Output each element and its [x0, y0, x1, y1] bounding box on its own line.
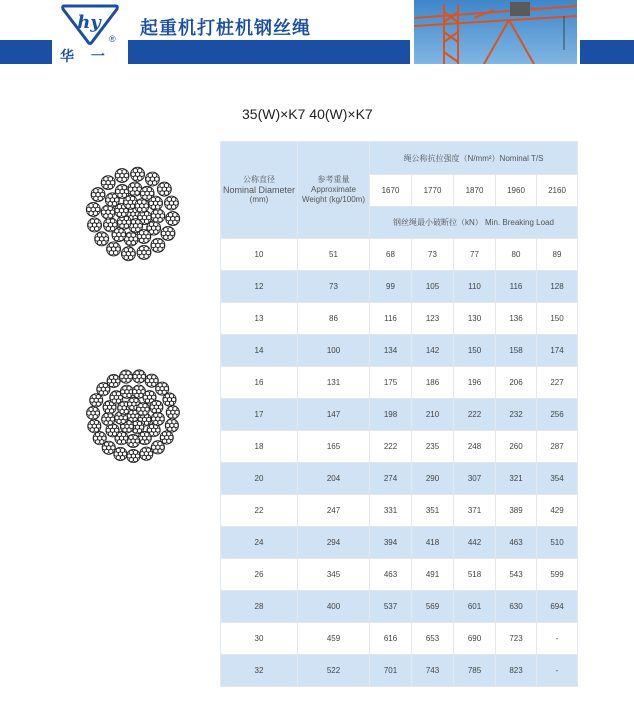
- rope-strand: [133, 370, 146, 383]
- table-row: [221, 527, 578, 559]
- page-title: 起重机打桩机钢丝绳: [140, 18, 311, 39]
- cell-breaking-load: 158: [496, 335, 537, 367]
- cell-breaking-load: 394: [370, 527, 412, 559]
- cell-breaking-load: 331: [370, 495, 412, 527]
- rope-strand: [164, 196, 178, 210]
- rope-strand: [91, 188, 105, 202]
- rope-strand: [151, 209, 165, 223]
- table-row: [221, 591, 578, 623]
- cell-breaking-load: 222: [454, 399, 496, 431]
- rope-strand: [114, 447, 127, 460]
- cell-diameter: 22: [221, 495, 298, 527]
- cell-weight: 100: [298, 335, 370, 367]
- cell-breaking-load: 136: [496, 303, 537, 335]
- rope-strand: [127, 449, 140, 462]
- rope-strand: [95, 232, 109, 246]
- rope-strand: [166, 212, 180, 226]
- cell-diameter: 32: [221, 655, 298, 687]
- cell-breaking-load: 616: [370, 623, 412, 655]
- grade-1960: 1960: [496, 175, 537, 207]
- rope-strand: [115, 184, 129, 198]
- cell-breaking-load: 186: [412, 367, 454, 399]
- cell-breaking-load: 701: [370, 655, 412, 687]
- cell-breaking-load: 210: [412, 399, 454, 431]
- cell-weight: 131: [298, 367, 370, 399]
- cell-weight: 73: [298, 271, 370, 303]
- cell-weight: 345: [298, 559, 370, 591]
- rope-strand: [140, 447, 153, 460]
- cell-breaking-load: 690: [454, 623, 496, 655]
- cell-diameter: 13: [221, 303, 298, 335]
- cell-breaking-load: 463: [496, 527, 537, 559]
- cell-breaking-load: 196: [454, 367, 496, 399]
- rope-strand: [115, 169, 129, 183]
- cell-breaking-load: 198: [370, 399, 412, 431]
- cell-breaking-load: 142: [412, 335, 454, 367]
- table-row: [221, 463, 578, 495]
- product-subtitle: 35(W)×K7 40(W)×K7: [242, 106, 373, 122]
- rope-strand: [101, 176, 115, 190]
- grade-2160: 2160: [537, 175, 578, 207]
- cell-diameter: 16: [221, 367, 298, 399]
- rope-cross-section-40w-k7: [79, 362, 187, 470]
- cell-breaking-load: 80: [496, 239, 537, 271]
- cell-breaking-load: 123: [412, 303, 454, 335]
- logo-text: 华 一: [60, 49, 111, 65]
- cell-breaking-load: 491: [412, 559, 454, 591]
- grade-1770: 1770: [412, 175, 454, 207]
- header-band-left: [0, 40, 52, 64]
- cell-breaking-load: 569: [412, 591, 454, 623]
- cell-breaking-load: 232: [496, 399, 537, 431]
- cell-breaking-load: 287: [537, 431, 578, 463]
- table-row: [221, 335, 578, 367]
- cell-breaking-load: 235: [412, 431, 454, 463]
- rope-strand: [138, 431, 151, 444]
- cell-breaking-load: 389: [496, 495, 537, 527]
- cell-breaking-load: 601: [454, 591, 496, 623]
- table-row: [221, 623, 578, 655]
- cell-weight: 247: [298, 495, 370, 527]
- grade-1870: 1870: [454, 175, 496, 207]
- cell-breaking-load: 630: [496, 591, 537, 623]
- cell-breaking-load: 174: [537, 335, 578, 367]
- header-band-right: [580, 40, 634, 64]
- header-diameter: 公称直径 Nominal Diameter (mm): [221, 142, 298, 239]
- cell-breaking-load: 518: [454, 559, 496, 591]
- cell-breaking-load: 128: [537, 271, 578, 303]
- cell-diameter: 24: [221, 527, 298, 559]
- grade-1670: 1670: [370, 175, 412, 207]
- table-row: [221, 655, 578, 687]
- cell-breaking-load: 823: [496, 655, 537, 687]
- rope-strand: [135, 199, 149, 213]
- cell-breaking-load: 785: [454, 655, 496, 687]
- cell-diameter: 30: [221, 623, 298, 655]
- rope-strand: [93, 432, 106, 445]
- cell-breaking-load: 134: [370, 335, 412, 367]
- header-tensile-strength: 绳公称抗拉强度（N/mm²）Nominal T/S: [370, 142, 578, 175]
- rope-strand: [160, 431, 173, 444]
- cell-weight: 147: [298, 399, 370, 431]
- logo-letters: hy: [77, 12, 101, 33]
- rope-strand: [107, 242, 121, 256]
- rope-strand: [127, 434, 140, 447]
- cell-breaking-load: 99: [370, 271, 412, 303]
- cell-diameter: 18: [221, 431, 298, 463]
- cell-breaking-load: 599: [537, 559, 578, 591]
- rope-strand: [131, 167, 145, 181]
- rope-strand: [136, 403, 149, 416]
- rope-strand: [163, 393, 176, 406]
- cell-weight: 86: [298, 303, 370, 335]
- cell-breaking-load: 321: [496, 463, 537, 495]
- rope-strand: [88, 218, 102, 232]
- cell-breaking-load: 130: [454, 303, 496, 335]
- cell-breaking-load: 227: [537, 367, 578, 399]
- cell-diameter: 14: [221, 335, 298, 367]
- rope-strand: [121, 247, 135, 261]
- rope-strand: [165, 419, 178, 432]
- header-weight: 参考重量 Approximate Weight (kg/100m): [298, 142, 370, 239]
- cell-weight: 204: [298, 463, 370, 495]
- rope-cross-section-35w-k7: [79, 160, 187, 268]
- table-row: [221, 399, 578, 431]
- cell-breaking-load: 510: [537, 527, 578, 559]
- rope-strand: [157, 182, 171, 196]
- registered-mark: ®: [109, 34, 116, 44]
- rope-strand: [120, 385, 133, 398]
- table-row: [221, 495, 578, 527]
- table-row: [221, 239, 578, 271]
- cell-breaking-load: 73: [412, 239, 454, 271]
- rope-strand: [137, 230, 151, 244]
- rope-strand: [87, 406, 100, 419]
- cell-weight: 522: [298, 655, 370, 687]
- cell-breaking-load: 116: [496, 271, 537, 303]
- header-band: [128, 40, 410, 64]
- cell-breaking-load: 222: [370, 431, 412, 463]
- table-row: [221, 303, 578, 335]
- cell-breaking-load: 89: [537, 239, 578, 271]
- cell-breaking-load: 110: [454, 271, 496, 303]
- cell-breaking-load: 116: [370, 303, 412, 335]
- cell-breaking-load: 743: [412, 655, 454, 687]
- cell-diameter: 28: [221, 591, 298, 623]
- rope-strand: [107, 374, 120, 387]
- rope-strand: [103, 218, 117, 232]
- header-breaking-load: 钢丝绳最小破断拉（kN） Min. Breaking Load: [370, 207, 578, 239]
- table-row: [221, 431, 578, 463]
- cell-breaking-load: 543: [496, 559, 537, 591]
- rope-strand: [88, 420, 101, 433]
- rope-strand: [150, 400, 163, 413]
- cell-breaking-load: 537: [370, 591, 412, 623]
- table-row: [221, 367, 578, 399]
- cell-breaking-load: 463: [370, 559, 412, 591]
- cell-breaking-load: 371: [454, 495, 496, 527]
- rope-strand: [151, 238, 165, 252]
- cell-breaking-load: 150: [454, 335, 496, 367]
- spec-table: [220, 141, 578, 687]
- cell-breaking-load: 248: [454, 431, 496, 463]
- cell-breaking-load: 260: [496, 431, 537, 463]
- rope-strand: [161, 226, 175, 240]
- cell-weight: 400: [298, 591, 370, 623]
- cell-breaking-load: 290: [412, 463, 454, 495]
- cell-diameter: 20: [221, 463, 298, 495]
- cell-breaking-load: 274: [370, 463, 412, 495]
- cell-weight: 51: [298, 239, 370, 271]
- cell-breaking-load: 68: [370, 239, 412, 271]
- rope-strand: [149, 196, 163, 210]
- rope-strand: [137, 245, 151, 259]
- cell-diameter: 10: [221, 239, 298, 271]
- cell-breaking-load: 354: [537, 463, 578, 495]
- cell-diameter: 12: [221, 271, 298, 303]
- cell-breaking-load: 653: [412, 623, 454, 655]
- table-row: [221, 559, 578, 591]
- cell-breaking-load: 77: [454, 239, 496, 271]
- cell-breaking-load: 256: [537, 399, 578, 431]
- cell-breaking-load: 351: [412, 495, 454, 527]
- cell-breaking-load: 723: [496, 623, 537, 655]
- table-row: [221, 271, 578, 303]
- rope-strand: [151, 412, 164, 425]
- cell-weight: 165: [298, 431, 370, 463]
- cell-weight: 294: [298, 527, 370, 559]
- rope-strand: [166, 406, 179, 419]
- cell-breaking-load: -: [537, 655, 578, 687]
- rope-strand: [145, 172, 159, 186]
- cell-diameter: 26: [221, 559, 298, 591]
- cell-breaking-load: 429: [537, 495, 578, 527]
- cell-weight: 459: [298, 623, 370, 655]
- page-header: [0, 0, 634, 66]
- cell-breaking-load: 150: [537, 303, 578, 335]
- crane-photo: [414, 0, 577, 64]
- rope-strand: [119, 370, 132, 383]
- cell-breaking-load: 694: [537, 591, 578, 623]
- cell-breaking-load: 175: [370, 367, 412, 399]
- cell-breaking-load: 442: [454, 527, 496, 559]
- cell-diameter: 17: [221, 399, 298, 431]
- cell-breaking-load: -: [537, 623, 578, 655]
- cell-breaking-load: 105: [412, 271, 454, 303]
- rope-strand: [102, 413, 115, 426]
- cell-breaking-load: 418: [412, 527, 454, 559]
- rope-strand: [86, 202, 100, 216]
- cell-breaking-load: 206: [496, 367, 537, 399]
- cell-breaking-load: 307: [454, 463, 496, 495]
